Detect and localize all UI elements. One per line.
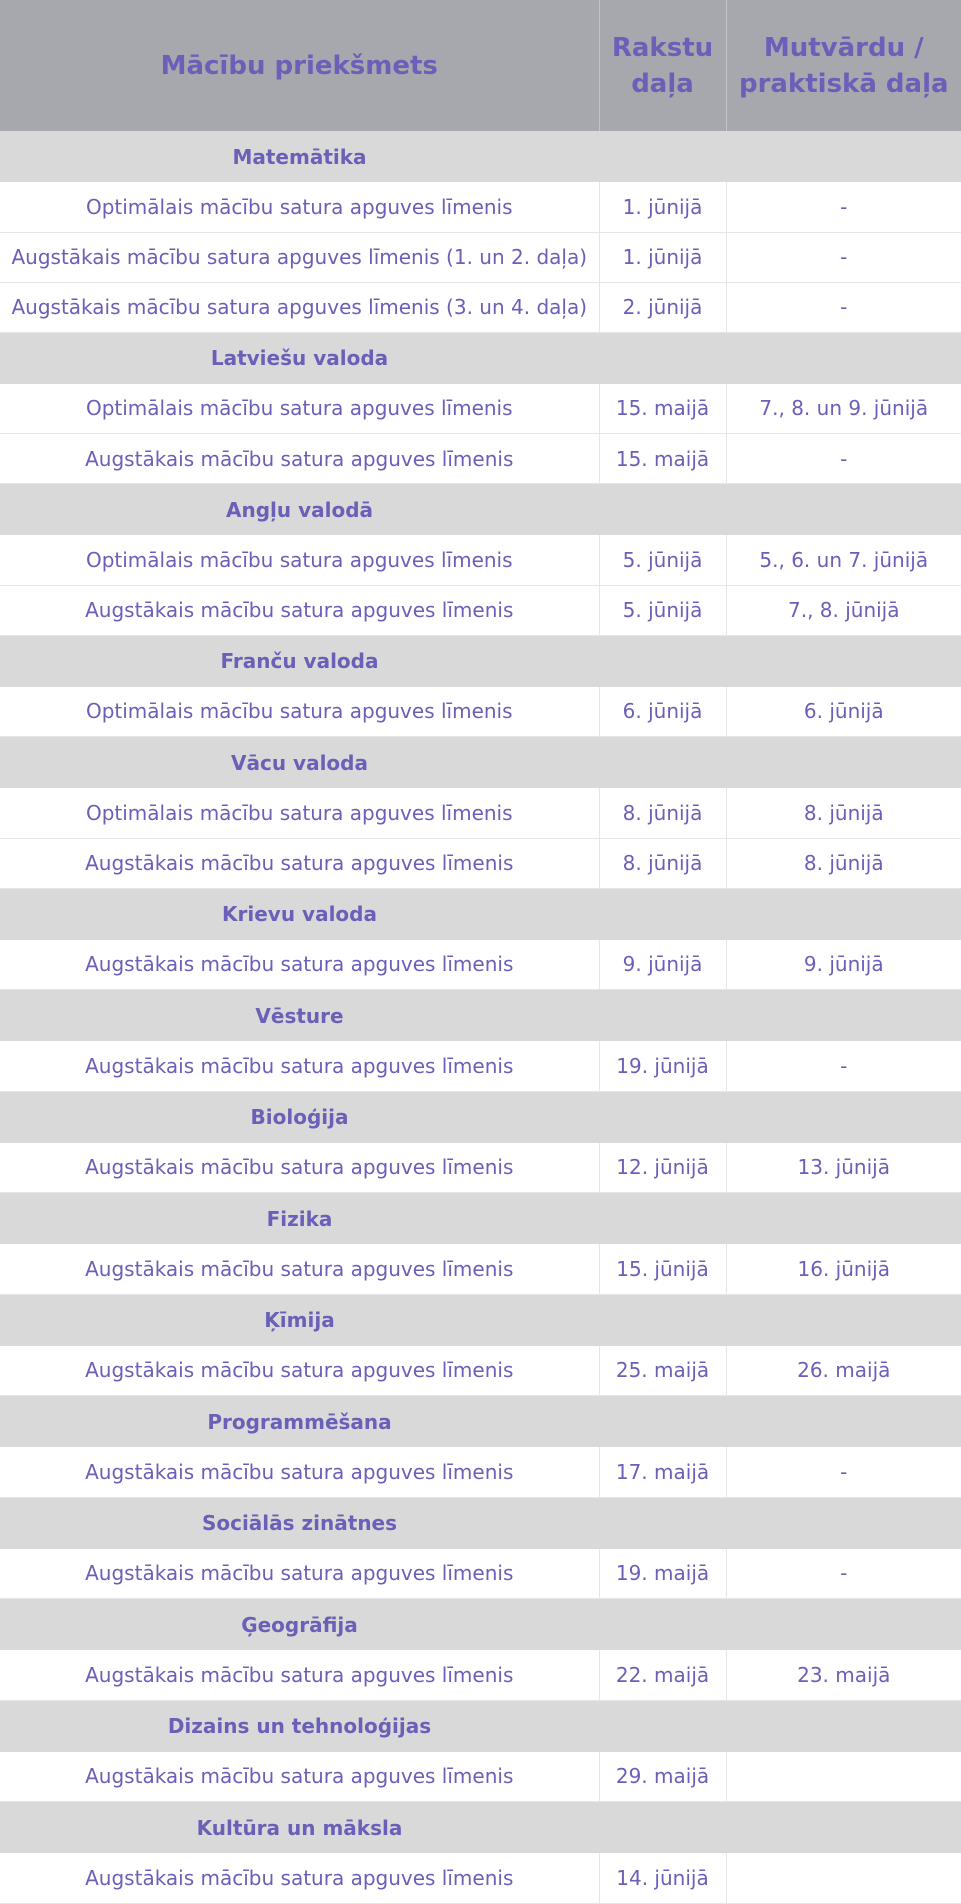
oral-date-cell: - <box>726 1041 961 1091</box>
written-date-cell: 19. jūnijā <box>599 1041 726 1091</box>
level-cell: Augstākais mācību satura apguves līmenis <box>0 1041 599 1091</box>
written-date-cell: 15. maijā <box>599 384 726 434</box>
level-cell: Augstākais mācību satura apguves līmenis (3. un 4. daļa) <box>0 282 599 332</box>
subject-name: Kultūra un māksla <box>196 1815 403 1840</box>
oral-date-cell: 23. maijā <box>726 1650 961 1700</box>
subject-name: Ķīmija <box>264 1308 335 1332</box>
level-cell: Augstākais mācību satura apguves līmenis <box>0 1447 599 1497</box>
oral-date-cell: 16. jūnijā <box>726 1244 961 1294</box>
subject-group-row <box>0 635 961 687</box>
written-date-cell: 19. maijā <box>599 1549 726 1599</box>
written-date-cell: 29. maijā <box>599 1752 726 1802</box>
subject-group-row <box>0 1193 961 1245</box>
table-row <box>0 1244 961 1294</box>
level-cell: Augstākais mācību satura apguves līmenis <box>0 1549 599 1599</box>
written-date-cell: 8. jūnijā <box>599 788 726 838</box>
table-row <box>0 232 961 282</box>
subject-name: Vēsture <box>255 1003 344 1028</box>
written-date-cell: 9. jūnijā <box>599 940 726 990</box>
table-row <box>0 687 961 737</box>
subject-name: Vācu valoda <box>231 750 368 775</box>
subject-name: Sociālās zinātnes <box>201 1511 398 1535</box>
oral-date-cell: - <box>726 182 961 232</box>
table-row <box>0 1143 961 1193</box>
written-date-cell: 1. jūnijā <box>599 232 726 282</box>
oral-date-cell <box>726 1853 961 1903</box>
level-cell: Augstākais mācību satura apguves līmenis <box>0 940 599 990</box>
level-cell: Augstākais mācību satura apguves līmenis <box>0 1752 599 1802</box>
written-date-cell: 1. jūnijā <box>599 182 726 232</box>
oral-date-cell <box>726 1752 961 1802</box>
subject-name: Latviešu valoda <box>210 346 389 370</box>
level-cell: Augstākais mācību satura apguves līmenis (1. un 2. daļa) <box>0 232 599 282</box>
subject-name: Krievu valoda <box>222 902 377 926</box>
oral-date-cell: - <box>726 282 961 332</box>
level-cell: Optimālais mācību satura apguves līmenis <box>0 788 599 838</box>
subject-group-cell <box>0 1599 961 1651</box>
subject-group-row <box>0 1294 961 1346</box>
written-date-cell: 15. jūnijā <box>599 1244 726 1294</box>
subject-name: Franču valoda <box>220 649 379 673</box>
subject-group-cell <box>0 1396 961 1448</box>
table-body <box>0 131 961 1903</box>
header-subject: Mācību priekšmets <box>0 0 599 131</box>
table-row <box>0 940 961 990</box>
written-date-cell: 14. jūnijā <box>599 1853 726 1903</box>
subject-group-cell <box>0 131 961 182</box>
table-row <box>0 1853 961 1903</box>
oral-date-cell: 9. jūnijā <box>726 940 961 990</box>
level-cell: Augstākais mācību satura apguves līmenis <box>0 1346 599 1396</box>
subject-name: Dizains un tehnoloģijas <box>167 1714 432 1738</box>
table-row <box>0 384 961 434</box>
oral-date-cell: 8. jūnijā <box>726 788 961 838</box>
table-row <box>0 434 961 484</box>
written-date-cell: 5. jūnijā <box>599 535 726 585</box>
written-date-cell: 5. jūnijā <box>599 585 726 635</box>
table-row <box>0 535 961 585</box>
written-date-cell: 2. jūnijā <box>599 282 726 332</box>
level-cell: Optimālais mācību satura apguves līmenis <box>0 687 599 737</box>
table-row <box>0 1549 961 1599</box>
subject-group-row <box>0 1091 961 1143</box>
level-cell: Augstākais mācību satura apguves līmenis <box>0 434 599 484</box>
subject-group-cell <box>0 888 961 940</box>
subject-group-row <box>0 1802 961 1854</box>
level-cell: Augstākais mācību satura apguves līmenis <box>0 1853 599 1903</box>
subject-group-row <box>0 1599 961 1651</box>
level-cell: Augstākais mācību satura apguves līmenis <box>0 1244 599 1294</box>
subject-name: Programmēšana <box>207 1409 392 1434</box>
oral-date-cell: 5., 6. un 7. jūnijā <box>726 535 961 585</box>
subject-group-row <box>0 484 961 536</box>
subject-group-cell <box>0 1193 961 1245</box>
table-row <box>0 1346 961 1396</box>
subject-name: Fizika <box>266 1206 333 1231</box>
table-row <box>0 788 961 838</box>
written-date-cell: 12. jūnijā <box>599 1143 726 1193</box>
oral-date-cell: - <box>726 1447 961 1497</box>
table-row <box>0 182 961 232</box>
level-cell: Augstākais mācību satura apguves līmenis <box>0 585 599 635</box>
subject-group-row <box>0 332 961 384</box>
subject-group-cell <box>0 635 961 687</box>
oral-date-cell: 6. jūnijā <box>726 687 961 737</box>
level-cell: Augstākais mācību satura apguves līmenis <box>0 838 599 888</box>
table-row <box>0 1041 961 1091</box>
subject-group-cell <box>0 1700 961 1752</box>
oral-date-cell: - <box>726 232 961 282</box>
written-date-cell: 22. maijā <box>599 1650 726 1700</box>
subject-group-cell <box>0 990 961 1042</box>
subject-name: Matemātika <box>232 144 367 169</box>
oral-date-cell: - <box>726 1549 961 1599</box>
subject-group-cell <box>0 1497 961 1549</box>
written-date-cell: 25. maijā <box>599 1346 726 1396</box>
oral-date-cell: 8. jūnijā <box>726 838 961 888</box>
written-date-cell: 15. maijā <box>599 434 726 484</box>
table-row <box>0 1752 961 1802</box>
subject-group-row <box>0 990 961 1042</box>
header-oral: Mutvārdu / praktiskā daļa <box>726 0 961 131</box>
level-cell: Optimālais mācību satura apguves līmenis <box>0 535 599 585</box>
oral-date-cell: 13. jūnijā <box>726 1143 961 1193</box>
table-row <box>0 282 961 332</box>
written-date-cell: 6. jūnijā <box>599 687 726 737</box>
oral-date-cell: - <box>726 434 961 484</box>
subject-group-cell <box>0 484 961 536</box>
oral-date-cell: 26. maijā <box>726 1346 961 1396</box>
written-date-cell: 17. maijā <box>599 1447 726 1497</box>
subject-group-row <box>0 1700 961 1752</box>
subject-group-row <box>0 1396 961 1448</box>
subject-name: Ģeogrāfija <box>241 1612 358 1637</box>
subject-group-cell <box>0 1802 961 1854</box>
subject-group-row <box>0 888 961 940</box>
level-cell: Optimālais mācību satura apguves līmenis <box>0 384 599 434</box>
subject-group-cell <box>0 1294 961 1346</box>
oral-date-cell: 7., 8. jūnijā <box>726 585 961 635</box>
header-written: Rakstu daļa <box>599 0 726 131</box>
level-cell: Optimālais mācību satura apguves līmenis <box>0 182 599 232</box>
table-row <box>0 1650 961 1700</box>
subject-name: Bioloģija <box>250 1105 349 1129</box>
subject-group-cell <box>0 1091 961 1143</box>
subject-group-row <box>0 737 961 789</box>
written-date-cell: 8. jūnijā <box>599 838 726 888</box>
table-header <box>0 0 961 131</box>
subject-group-cell <box>0 332 961 384</box>
subject-name: Angļu valodā <box>225 497 374 522</box>
table-row <box>0 1447 961 1497</box>
subject-group-row <box>0 131 961 182</box>
table-row <box>0 838 961 888</box>
subject-group-cell <box>0 737 961 789</box>
table-row <box>0 585 961 635</box>
level-cell: Augstākais mācību satura apguves līmenis <box>0 1143 599 1193</box>
subject-group-row <box>0 1497 961 1549</box>
level-cell: Augstākais mācību satura apguves līmenis <box>0 1650 599 1700</box>
oral-date-cell: 7., 8. un 9. jūnijā <box>726 384 961 434</box>
